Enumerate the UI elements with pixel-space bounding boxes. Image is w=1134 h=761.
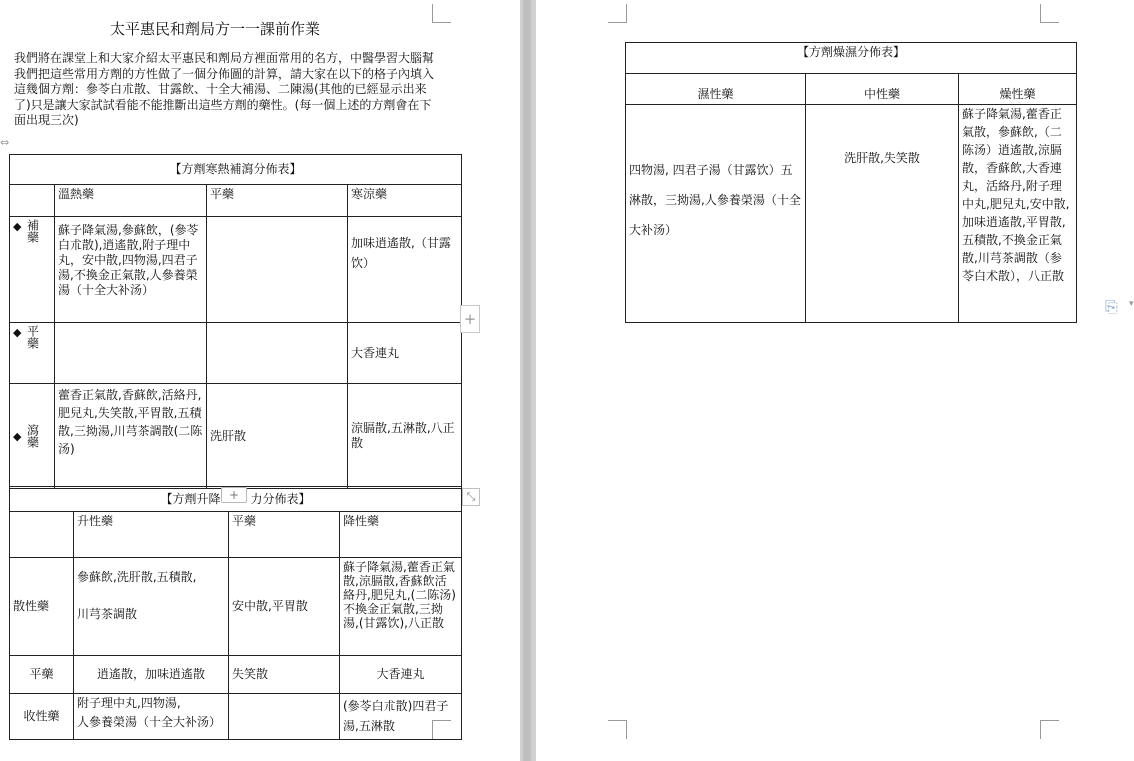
heat-cell-tonic-neutral[interactable] xyxy=(207,217,348,323)
table-row xyxy=(10,323,462,384)
heat-row-label-neutral[interactable] xyxy=(10,323,55,384)
lift-header-up[interactable]: 升性藥 xyxy=(74,512,229,558)
lift-cell-astringe-neutral[interactable] xyxy=(229,694,340,740)
lift-header-down[interactable]: 降性藥 xyxy=(340,512,462,558)
crop-mark-bottom-right xyxy=(1040,720,1059,739)
heat-header-cold[interactable]: 寒涼藥 xyxy=(348,185,462,217)
heat-cell-neutral-neutral[interactable] xyxy=(207,323,348,384)
lift-cell-disperse-up[interactable] xyxy=(74,558,229,656)
page-right xyxy=(536,0,1134,761)
heat-header-warm[interactable]: 溫熱藥 xyxy=(55,185,207,217)
cell-line: 川芎茶調散 xyxy=(77,607,138,621)
insert-row-button[interactable]: + xyxy=(460,305,480,333)
heat-row-label-purge[interactable] xyxy=(10,384,55,489)
damp-cell-wet[interactable]: 四物湯, 四君子湯（甘露饮）五淋散，三拗湯,人參養榮湯（十全大补汤） xyxy=(626,105,806,323)
heat-cell-neutral-cold[interactable]: 大香連丸 xyxy=(348,323,462,384)
damp-dry-table xyxy=(625,42,1077,323)
lift-header-neutral[interactable]: 平藥 xyxy=(229,512,340,558)
page-gutter-shadow xyxy=(523,0,531,761)
diamond-bullet-icon: ◆ xyxy=(13,429,22,443)
lift-cell-astringe-down[interactable]: (參苓白朮散)四君子湯,五淋散 xyxy=(340,694,462,740)
cell-line: 附子理中丸,四物湯, xyxy=(77,696,181,710)
lift-cell-neutral-up[interactable]: 逍遙散，加味逍遙散 xyxy=(74,656,229,694)
caption-left-part: 【方劑升降 xyxy=(160,491,221,506)
lift-cell-neutral-neutral[interactable]: 失笑散 xyxy=(229,656,340,694)
lift-descend-table xyxy=(9,486,462,740)
lift-cell-disperse-down[interactable]: 蘇子降氣湯,藿香正氣散,涼膈散,香蘇飲活絡丹,肥兒丸,(二陈汤)不換金正氣散,三拗湯,(甘露饮),八正散 xyxy=(340,558,462,656)
crop-mark-top-right xyxy=(432,4,451,23)
crop-mark-top-left xyxy=(608,4,627,23)
lift-row-label-neutral[interactable]: 平藥 xyxy=(10,656,74,694)
table-row xyxy=(626,105,1077,323)
table-row xyxy=(10,558,462,656)
document-title: 太平惠民和劑局方一一課前作業 xyxy=(109,20,320,38)
cell-line: 參蘇飲,洗肝散,五積散, xyxy=(77,570,197,584)
page-left xyxy=(0,0,520,761)
lift-cell-neutral-down[interactable]: 大香連丸 xyxy=(340,656,462,694)
caption-right-part: 力分佈表】 xyxy=(250,491,311,506)
damp-cell-dry[interactable]: 蘇子降氣湯,藿香正氣散，參蘇飲,（二陈汤）逍遙散,涼膈散，香蘇飲,大香連丸，活絡丹,附子理中丸,肥兒丸,安中散,加味逍遙散,平胃散,五積散,不換金正氣散,川芎茶調散（参苓白术散），八正散 xyxy=(959,105,1077,323)
row-label: 瀉藥 xyxy=(25,424,40,448)
heat-cold-table-caption: 【方劑寒熱補瀉分佈表】 xyxy=(10,155,462,185)
crop-mark-bottom-left xyxy=(608,720,627,739)
table-row xyxy=(10,217,462,323)
table-row xyxy=(10,656,462,694)
heat-header-neutral[interactable]: 平藥 xyxy=(207,185,348,217)
heat-cell-neutral-warm[interactable] xyxy=(55,323,207,384)
heat-header-empty[interactable] xyxy=(10,185,55,217)
table-row xyxy=(10,384,462,489)
heat-cold-table xyxy=(9,154,462,489)
lift-cell-astringe-up[interactable] xyxy=(74,694,229,740)
damp-cell-mid[interactable]: 洗肝散,失笑散 xyxy=(806,105,959,323)
cell-line: 人參養榮湯（十全大补汤） xyxy=(77,715,222,729)
lift-row-label-disperse[interactable]: 散性藥 xyxy=(10,558,74,656)
paste-options-dropdown-icon[interactable]: ▾ xyxy=(1129,299,1134,309)
row-label: 補藥 xyxy=(25,219,40,243)
table-row xyxy=(10,694,462,740)
paste-options-icon[interactable]: ⎘ xyxy=(1105,297,1118,316)
intro-paragraph: 我們將在課堂上和大家介紹太平惠民和劑局方裡面常用的名方，中醫學習大腦幫我們把這些常用方劑的方性做了一個分佈圖的計算，請大家在以下的格子內填入這幾個方劑：參苓白朮散、甘露飲、十全大補湯、二陳湯(其他的已經显示出来了)只是讓大家試試看能不能推斷出這些方劑的藥性。(每一個上述的方劑會在下面出現三次) xyxy=(14,51,435,127)
heat-cell-purge-cold[interactable]: 涼膈散,五淋散,八正散 xyxy=(348,384,462,489)
heat-cell-purge-neutral[interactable]: 洗肝散 xyxy=(207,384,348,489)
heat-row-label-tonic[interactable] xyxy=(10,217,55,323)
diamond-bullet-icon: ◆ xyxy=(13,326,22,339)
heat-cell-tonic-cold[interactable]: 加味逍遙散,（甘露饮） xyxy=(348,217,462,323)
insert-column-button[interactable]: + xyxy=(221,487,247,503)
lift-header-empty[interactable] xyxy=(10,512,74,558)
heat-cell-tonic-warm[interactable]: 蘇子降氣湯,參蘇飲，(參苓白朮散),逍遙散,附子理中丸，安中散,四物湯,四君子湯,不換金正氣散,人參養榮湯（十全大补汤） xyxy=(55,217,207,323)
table-move-handle-icon[interactable]: ⇔ xyxy=(0,136,10,149)
crop-mark-top-right xyxy=(1040,4,1059,23)
damp-header-wet[interactable]: 濕性藥 xyxy=(626,74,806,105)
diamond-bullet-icon: ◆ xyxy=(13,220,22,233)
lift-cell-disperse-neutral[interactable]: 安中散,平胃散 xyxy=(229,558,340,656)
damp-dry-table-caption: 【方劑燥濕分佈表】 xyxy=(626,43,1077,74)
damp-header-mid[interactable]: 中性藥 xyxy=(806,74,959,105)
heat-cell-purge-warm[interactable]: 藿香正氣散,香蘇飲,活絡丹,肥兒丸,失笑散,平胃散,五積散,三拗湯,川芎茶調散(二陈汤) xyxy=(55,384,207,489)
table-resize-handle-icon[interactable]: ⤡ xyxy=(462,488,480,506)
lift-row-label-astringe[interactable]: 收性藥 xyxy=(10,694,74,740)
row-label: 平藥 xyxy=(25,325,40,349)
damp-header-dry[interactable]: 燥性藥 xyxy=(959,74,1077,105)
